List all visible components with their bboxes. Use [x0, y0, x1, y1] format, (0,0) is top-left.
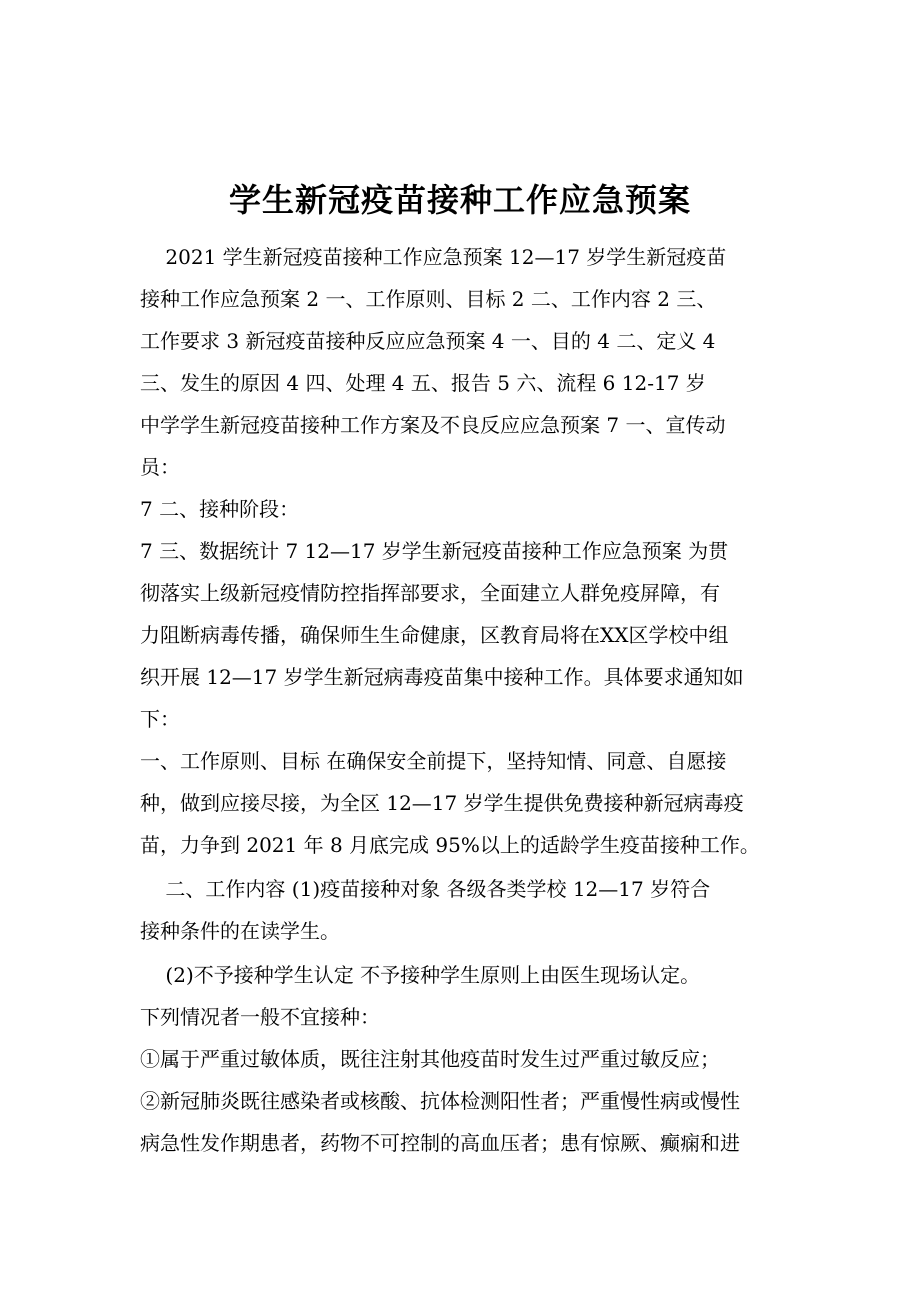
body-line: 7 二、接种阶段： — [140, 497, 300, 521]
body-line: 三、发生的原因 4 四、处理 4 五、报告 5 六、流程 6 12-17 岁 — [140, 371, 706, 395]
body-line: ②新冠肺炎既往感染者或核酸、抗体检测阳性者；严重慢性病或慢性 — [140, 1089, 740, 1113]
body-line: 织开展 12—17 岁学生新冠病毒疫苗集中接种工作。具体要求通知如 — [140, 665, 744, 689]
body-line: 下： — [140, 707, 180, 731]
body-line: 种，做到应接尽接，为全区 12—17 岁学生提供免费接种新冠病毒疫 — [140, 791, 744, 815]
body-line: 工作要求 3 新冠疫苗接种反应应急预案 4 一、目的 4 二、定义 4 — [140, 329, 716, 353]
body-line: 彻落实上级新冠疫情防控指挥部要求，全面建立人群免疫屏障，有 — [140, 581, 720, 605]
body-line: 接种条件的在读学生。 — [140, 919, 340, 943]
document-title: 学生新冠疫苗接种工作应急预案 — [228, 181, 691, 219]
body-line: 一、工作原则、目标 在确保安全前提下，坚持知情、同意、自愿接 — [140, 749, 727, 773]
body-line: 下列情况者一般不宜接种： — [140, 1005, 380, 1029]
body-line: ①属于严重过敏体质，既往注射其他疫苗时发生过严重过敏反应； — [140, 1047, 720, 1071]
body-line: 病急性发作期患者，药物不可控制的高血压者；患有惊厥、癫痫和进 — [140, 1131, 740, 1155]
body-line: 二、工作内容 (1)疫苗接种对象 各级各类学校 12—17 岁符合 — [140, 877, 711, 901]
body-line: 接种工作应急预案 2 一、工作原则、目标 2 二、工作内容 2 三、 — [140, 287, 717, 311]
body-line: 力阻断病毒传播，确保师生生命健康，区教育局将在XX区学校中组 — [140, 623, 729, 647]
body-line: (2)不予接种学生认定 不予接种学生原则上由医生现场认定。 — [140, 963, 701, 987]
body-line: 2021 学生新冠疫苗接种工作应急预案 12—17 岁学生新冠疫苗 — [140, 245, 727, 269]
body-line: 中学学生新冠疫苗接种工作方案及不良反应应急预案 7 一、宣传动 — [140, 413, 726, 437]
body-line: 7 三、数据统计 7 12—17 岁学生新冠疫苗接种工作应急预案 为贯 — [140, 539, 729, 563]
body-line: 员： — [140, 455, 180, 479]
body-line: 苗，力争到 2021 年 8 月底完成 95%以上的适龄学生疫苗接种工作。 — [140, 833, 760, 857]
